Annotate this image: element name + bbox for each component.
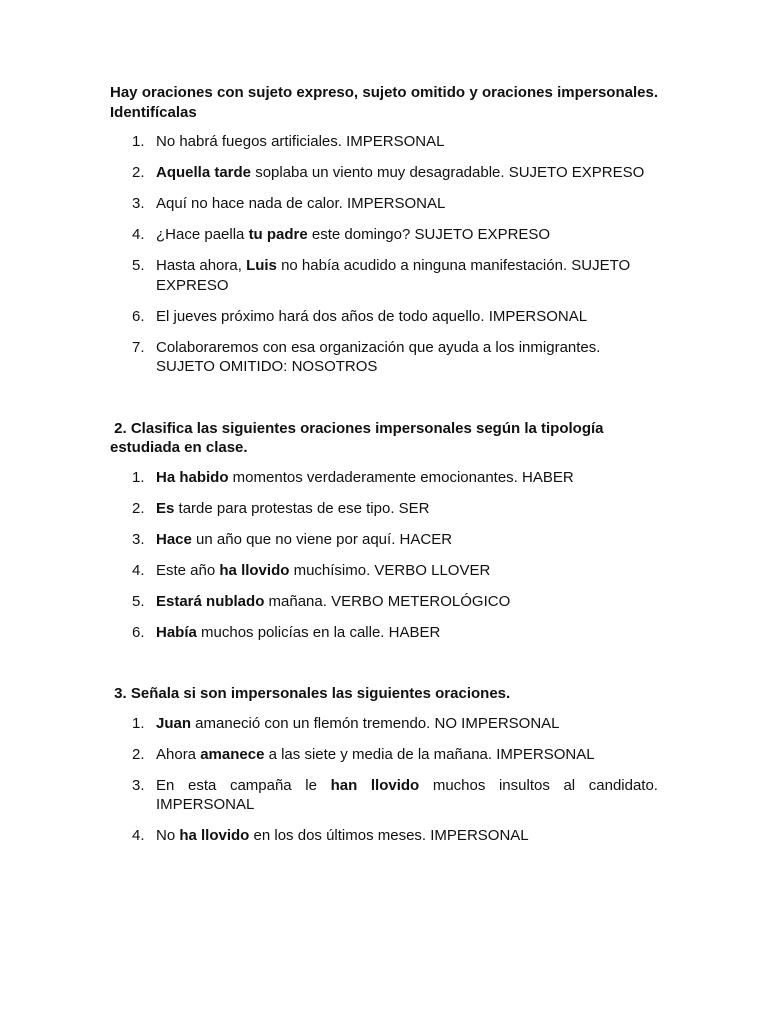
item-bold: Luis <box>246 257 277 274</box>
list-item <box>110 714 658 734</box>
item-bold: han llovido <box>330 776 420 794</box>
item-text: amaneció con un flemón tremendo. NO IMPERSONAL <box>191 714 560 732</box>
item-bold: Ha habido <box>156 468 229 486</box>
list-item <box>110 194 658 214</box>
item-bold: Juan <box>156 714 192 732</box>
item-number: 4. <box>132 561 145 579</box>
item-text: Hasta ahora, <box>156 257 247 274</box>
item-text: Colaboraremos con esa organización que ayuda a los inmigrantes. SUJETO OMITIDO: NOSOTROS <box>156 338 601 375</box>
item-number: 4. <box>132 226 145 243</box>
list-item <box>110 499 658 519</box>
item-bold: Hace <box>156 530 192 548</box>
item-number: 3. <box>132 776 145 794</box>
list-item <box>110 132 658 152</box>
list-item <box>110 776 658 815</box>
item-number: 2. <box>132 164 145 181</box>
item-number: 1. <box>132 468 145 486</box>
item-bold: Estará nublado <box>156 592 265 610</box>
exercise-1-heading: Hay oraciones con sujeto expreso, sujeto omitido y oraciones impersonales. Identifícalas <box>110 84 658 121</box>
item-number: 2. <box>132 499 145 517</box>
item-text: momentos verdaderamente emocionantes. HABER <box>228 468 574 486</box>
list-item <box>110 225 658 245</box>
exercise-2-list <box>110 468 658 643</box>
list-item <box>110 530 658 550</box>
item-number: 5. <box>132 257 145 274</box>
item-text: El jueves próximo hará dos años de todo aquello. IMPERSONAL <box>156 307 588 325</box>
item-text: En esta campaña le <box>156 776 331 794</box>
exercise-2-heading: 2. Clasifica las siguientes oraciones impersonales según la tipología estudiada en clase. <box>110 419 608 456</box>
item-text: no había acudido a ninguna manifestación. SUJETO EXPRESO <box>156 257 631 294</box>
item-text: Este año <box>156 561 220 579</box>
item-number: 2. <box>132 745 145 763</box>
list-item <box>110 592 658 612</box>
item-text: Aquí no hace nada de calor. IMPERSONAL <box>156 195 446 212</box>
item-number: 5. <box>132 592 145 610</box>
item-text: muchos insultos al candidato. IMPERSONAL <box>156 776 658 813</box>
item-text: soplaba un viento muy desagradable. SUJETO EXPRESO <box>251 164 645 181</box>
exercise-3-heading: 3. Señala si son impersonales las siguientes oraciones. <box>110 685 511 702</box>
item-text: tarde para protestas de ese tipo. SER <box>174 499 430 517</box>
exercise-3-list <box>110 714 658 846</box>
item-number: 4. <box>132 827 145 844</box>
item-number: 1. <box>132 714 145 732</box>
item-bold: Había <box>156 623 197 641</box>
list-item <box>110 256 658 295</box>
item-text: ¿Hace paella <box>156 226 249 243</box>
exercise-1 <box>110 83 658 377</box>
item-bold: ha llovido <box>219 561 290 579</box>
item-number: 7. <box>132 338 145 356</box>
list-item <box>110 338 658 377</box>
list-item <box>110 745 658 765</box>
item-bold: Es <box>156 499 175 517</box>
list-item <box>110 561 658 581</box>
item-text: en los dos últimos meses. IMPERSONAL <box>249 827 529 844</box>
exercise-2 <box>110 419 658 643</box>
list-item <box>110 623 658 643</box>
exercise-1-list <box>110 132 658 377</box>
list-item <box>110 163 658 183</box>
item-text: Ahora <box>156 745 201 763</box>
item-text: muchísimo. VERBO LLOVER <box>289 561 491 579</box>
list-item <box>110 307 658 327</box>
item-bold: tu padre <box>248 226 308 243</box>
item-number: 3. <box>132 530 145 548</box>
item-bold: Aquella tarde <box>156 164 252 181</box>
item-bold: ha llovido <box>179 827 250 844</box>
item-text: No habrá fuegos artificiales. IMPERSONAL <box>156 133 445 150</box>
item-number: 6. <box>132 623 145 641</box>
item-text: un año que no viene por aquí. HACER <box>191 530 453 548</box>
item-number: 3. <box>132 195 145 212</box>
item-bold: amanece <box>200 745 265 763</box>
item-number: 1. <box>132 133 145 150</box>
item-text: a las siete y media de la mañana. IMPERSONAL <box>264 745 595 763</box>
item-text: este domingo? SUJETO EXPRESO <box>307 226 551 243</box>
list-item <box>110 826 658 846</box>
exercise-3 <box>110 684 658 846</box>
item-text: mañana. VERBO METEROLÓGICO <box>264 592 511 610</box>
list-item <box>110 468 658 488</box>
item-number: 6. <box>132 307 145 325</box>
item-text: muchos policías en la calle. HABER <box>196 623 441 641</box>
item-text: No <box>156 827 180 844</box>
